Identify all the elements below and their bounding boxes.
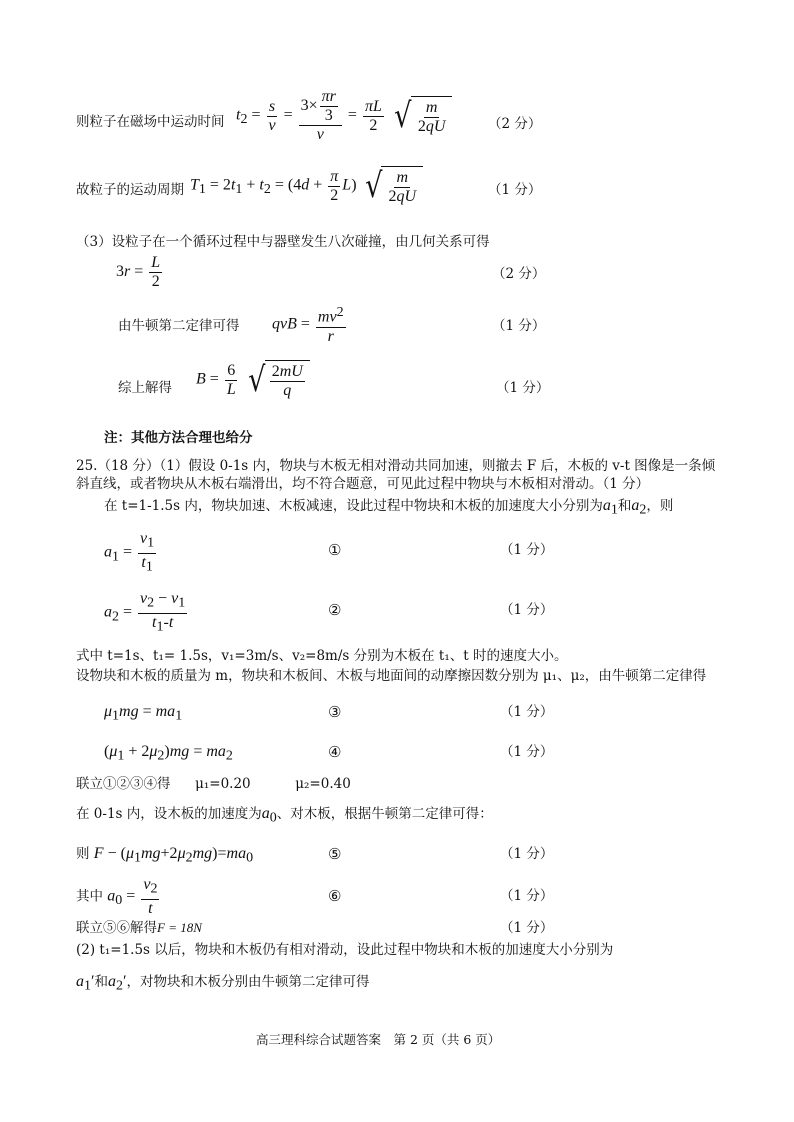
q25-line-c-end: ，则 (646, 498, 674, 514)
score-a0: （1 分） (500, 888, 554, 904)
score-combine56: （1 分） (500, 920, 554, 936)
score-T1: （1 分） (488, 182, 542, 198)
eq-B: B = $\frac{6}{L}$ √ $\frac{2mU}{q}$ (196, 360, 310, 400)
page-footer: 高三理科综合试题答案 第 2 页（共 6 页） (256, 1032, 501, 1047)
eq-3r: 3r = $\frac{L}{2}$ (116, 254, 161, 290)
solve-label: 综上解得 (118, 380, 172, 396)
marker-4: ④ (328, 743, 342, 761)
part2-line-b-and: 和 (94, 974, 108, 990)
marker-1: ① (328, 541, 342, 559)
score-t2: （2 分） (488, 116, 542, 132)
q25-line-b: 斜直线，或者物块从木板右端滑出，均不符合题意，可见此过程中物块与木板相对滑动。（1 分） (76, 476, 650, 492)
T1-label: 故粒子的运动周期 (76, 182, 184, 198)
q25-line-c-and: 和 (617, 498, 632, 514)
marker-3: ③ (328, 703, 342, 721)
eq-qvB: qvB = $\frac{mv^2}{r}$ (272, 305, 344, 345)
a0-line-text-a: 在 0-1s 内，设木板的加速度为 (76, 806, 262, 822)
T1-formula: $T_1 = 2t_1 + t_2 = (4d$ + $\frac{\pi}{2}$ L) √ $\frac{m}{2qU}$ (190, 166, 423, 206)
part2-line-b-text: ，对物块和木板分别由牛顿第二定律可得 (126, 974, 370, 990)
score-mu1: （1 分） (500, 704, 554, 720)
score-a2: （1 分） (500, 602, 554, 618)
part3-intro: （3）设粒子在一个循环过程中与器壁发生八次碰撞，由几何关系可得 (76, 234, 490, 250)
newton-label: 由牛顿第二定律可得 (118, 318, 240, 334)
q25-line-c-text: 在 t=1-1.5s 内，物块加速、木板减速，设此过程中物块和木板的加速度大小分别为 (104, 498, 603, 514)
eq-a0: 其中 $a_0$ = $\frac{v_2}{t}$ (76, 876, 158, 917)
note: 注：其他方法合理也给分 (104, 430, 253, 446)
eq-a2: $a_2$ = $\frac{v_2 - v_1}{t_1-t}$ (104, 590, 186, 635)
mu2-value: μ₂=0.40 (295, 776, 351, 792)
score-qvB: （1 分） (492, 318, 546, 334)
q25-line-a: 25.（18 分）（1）假设 0-1s 内，物块与木板无相对滑动共同加速，则撤去 F 后，木板的 v-t 图像是一条倾 (76, 458, 716, 474)
ze-label: 则 (76, 846, 90, 862)
score-F: （1 分） (500, 846, 554, 862)
combine56-line (76, 918, 202, 938)
combine-text: 联立①②③④得 (76, 776, 171, 792)
marker-2: ② (328, 601, 342, 619)
eq-a1: $a_1$ = $\frac{v_1}{t_1}$ (104, 530, 155, 575)
marker-6: ⑥ (328, 887, 342, 905)
F-value: F = 18N (157, 920, 202, 935)
q25-line-c: 在 t=1-1.5s 内，物块加速、木板减速，设此过程中物块和木板的加速度大小分别为$a_1$和$a_2$，则 (104, 497, 674, 518)
eq-F: 则 $F - (\mu_1mg+2\mu_2mg)=ma_0$ (76, 845, 254, 866)
eq-mu12: $(\mu_1 + 2\mu_2)mg = ma_2$ (104, 743, 233, 764)
eq-mu1: $\mu_1mg = ma_1$ (104, 703, 183, 724)
marker-5: ⑤ (328, 845, 342, 863)
a0-line-text-b: 、对木板，根据牛顿第二定律可得： (276, 806, 493, 822)
score-mu12: （1 分） (500, 744, 554, 760)
score-B: （1 分） (496, 380, 550, 396)
t2-formula: $t_2$ = $\frac{s}{v}$ = 3× $\frac{\pi r}{3}$ v = $\frac{\pi L}{2}$ √ $\frac{m}{2qU}$ (236, 88, 452, 144)
a0-line: 在 0-1s 内，设木板的加速度为$a_0$、对木板，根据牛顿第二定律可得： (76, 805, 493, 826)
part2-line-b: $a_1'$和$a_2'$，对物块和木板分别由牛顿第二定律可得 (76, 973, 370, 994)
mu-line: 设物块和木板的质量为 m，物块和木板间、木板与地面间的动摩擦因数分别为 μ₁、μ₂，由牛顿第二定律得 (76, 668, 707, 684)
score-3r: （2 分） (492, 266, 546, 282)
values-line: 式中 t=1s、t₁= 1.5s，v₁=3m/s、v₂=8m/s 分别为木板在 t₁、t 时的速度大小。 (76, 648, 568, 664)
part2-line-a: (2) t₁=1.5s 以后，物块和木板仍有相对滑动，设此过程中物块和木板的加速度大小分别为 (76, 942, 614, 958)
mu1-value: μ₁=0.20 (195, 776, 251, 792)
t2-label: 则粒子在磁场中运动时间 (76, 114, 225, 130)
combine-line (76, 774, 351, 794)
qizhong-label: 其中 (76, 888, 103, 905)
score-a1: （1 分） (500, 542, 554, 558)
combine56-text: 联立⑤⑥解得 (76, 920, 157, 936)
